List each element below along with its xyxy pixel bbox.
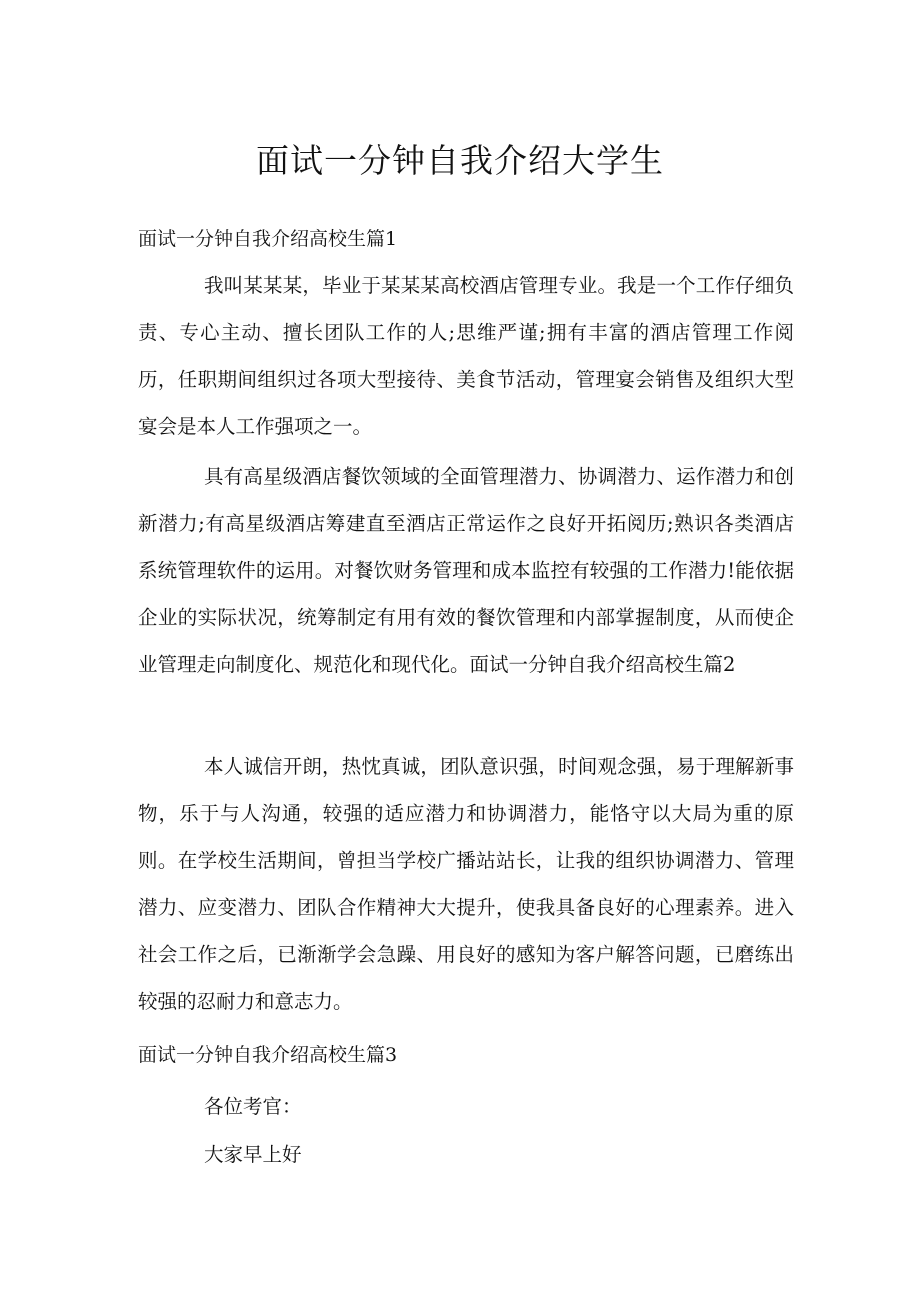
greeting-line-1: 各位考官： [204, 1095, 302, 1118]
paragraph-1: 我叫某某某，毕业于某某某高校酒店管理专业。我是一个工作仔细负责、专心主动、擅长团队工作的人;思维严谨;拥有丰富的酒店管理工作阅历，任职期间组织过各项大型接待、美食节活动，管理宴会销售及组织大型宴会是本人工作强项之一。 [138, 274, 794, 438]
section-heading-1: 面试一分钟自我介绍高校生篇1 [138, 228, 398, 250]
greeting-line-2: 大家早上好 [204, 1143, 302, 1166]
paragraph-2: 具有高星级酒店餐饮领域的全面管理潜力、协调潜力、运作潜力和创新潜力;有高星级酒店筹建直至酒店正常运作之良好开拓阅历;熟识各类酒店系统管理软件的运用。对餐饮财务管理和成本监控有较强的工作潜力!能依据企业的实际状况，统筹制定有用有效的餐饮管理和内部掌握制度，从而使企业管理走向制度化、规范化和现代化。面试一分钟自我介绍高校生篇2 [138, 465, 794, 676]
section-heading-3: 面试一分钟自我介绍高校生篇3 [138, 1044, 398, 1066]
document-title: 面试一分钟自我介绍大学生 [256, 141, 664, 180]
paragraph-3: 本人诚信开朗，热忱真诚，团队意识强，时间观念强，易于理解新事物，乐于与人沟通，较强的适应潜力和协调潜力，能恪守以大局为重的原则。在学校生活期间，曾担当学校广播站站长，让我的组织协调潜力、管理潜力、应变潜力、团队合作精神大大提升，使我具备良好的心理素养。进入社会工作之后，已渐渐学会急躁、用良好的感知为客户解答问题，已磨练出较强的忍耐力和意志力。 [138, 755, 794, 1013]
